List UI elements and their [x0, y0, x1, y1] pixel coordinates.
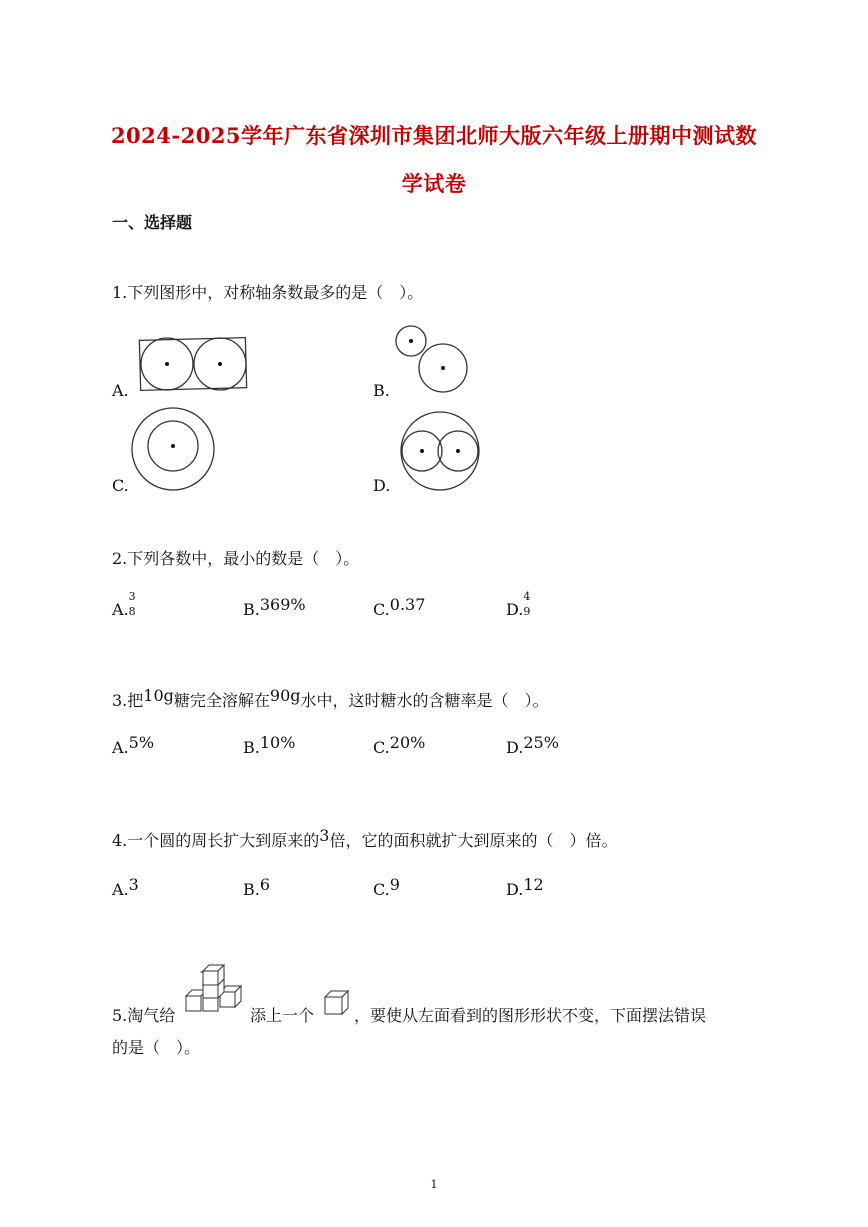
q4-option-a [112, 875, 139, 899]
q2-option-d-fraction [523, 591, 530, 617]
q2-option-c-label: C. [373, 600, 390, 619]
q1-figure-d [397, 408, 483, 494]
q3-option-c-value: 20% [389, 733, 426, 752]
q2-option-a-label: A. [112, 600, 129, 619]
q4-option-c-label: C. [373, 880, 390, 899]
q1-figure-a [134, 335, 250, 395]
fraction-numerator: 3 [128, 589, 136, 603]
q4-option-b [243, 875, 271, 899]
q3-option-a [112, 733, 155, 757]
q3-option-d-value: 25% [523, 733, 559, 752]
q2-option-c-value: 0.37 [389, 595, 426, 614]
q3-text-part1: 3.把 [112, 691, 144, 710]
q3-option-a-value: 5% [128, 733, 155, 752]
q4-option-d-value: 12 [523, 875, 544, 894]
q4-multiplier: 3 [319, 826, 330, 845]
fraction-numerator: 4 [523, 589, 531, 603]
q2-option-d-label: D. [506, 600, 524, 619]
q5-text-line2: 的是（ ）。 [112, 1038, 201, 1057]
question-4-stem [112, 828, 617, 851]
q4-option-a-label: A. [112, 880, 129, 899]
q2-option-a-fraction [129, 591, 136, 617]
q3-option-c-label: C. [373, 738, 390, 757]
q5-text-part1: 5.淘气给 [112, 1006, 176, 1025]
q3-text-part3: 水中，这时糖水的含糖率是（ ）。 [300, 691, 549, 710]
q1-option-b-label: B. [373, 381, 390, 400]
q5-text-part2: 添上一个 [250, 1006, 315, 1025]
q4-option-c [373, 875, 400, 899]
question-3-stem [112, 688, 549, 711]
q5-text-part3: ，要使从左面看到的图形形状不变，下面摆法错误 [354, 1006, 707, 1025]
q1-figure-c [130, 406, 216, 492]
q2-option-b-label: B. [243, 600, 260, 619]
q4-option-c-value: 9 [389, 875, 400, 894]
q4-option-d-label: D. [506, 880, 524, 899]
q3-option-d-label: D. [506, 738, 524, 757]
q3-option-a-label: A. [112, 738, 129, 757]
question-1-stem: 1.下列图形中，对称轴条数最多的是（ ）。 [112, 283, 424, 302]
q3-text-part2: 糖完全溶解在 [173, 691, 270, 710]
q4-text-part1: 4.一个圆的周长扩大到原来的 [112, 831, 320, 850]
q2-option-b-value: 369% [259, 595, 306, 614]
q3-option-b-label: B. [243, 738, 260, 757]
q2-option-b [243, 595, 306, 619]
section-heading: 一、选择题 [112, 213, 193, 232]
q4-option-d [506, 875, 544, 899]
q4-text-part2: 倍，它的面积就扩大到原来的（ ）倍。 [329, 831, 618, 850]
document-title-line2: 学试卷 [401, 171, 467, 196]
document-title-line1: 2024-2025学年广东省深圳市集团北师大版六年级上册期中测试数 [110, 123, 758, 148]
q3-option-b-value: 10% [259, 733, 296, 752]
page-number: 1 [430, 1178, 438, 1191]
q1-option-c-label: C. [112, 476, 129, 495]
q1-figure-b [393, 322, 473, 398]
q3-option-c [373, 733, 426, 757]
q4-option-a-value: 3 [128, 875, 139, 894]
q2-option-d [506, 589, 531, 619]
q3-sugar-mass: 10g [143, 686, 174, 705]
q4-option-b-label: B. [243, 880, 260, 899]
q5-single-cube-icon [324, 990, 350, 1016]
q2-option-c [373, 595, 426, 619]
question-2-stem: 2.下列各数中，最小的数是（ ）。 [112, 549, 360, 568]
q4-option-b-value: 6 [259, 875, 271, 894]
q1-option-d-label: D. [373, 476, 391, 495]
fraction-denominator: 8 [128, 604, 136, 618]
q3-water-mass: 90g [269, 686, 301, 705]
fraction-denominator: 9 [523, 604, 531, 618]
q5-cube-stack-figure [184, 968, 244, 1016]
q1-option-a-label: A. [112, 381, 129, 400]
q3-option-d [506, 733, 559, 757]
q3-option-b [243, 733, 296, 757]
q2-option-a [112, 589, 136, 619]
